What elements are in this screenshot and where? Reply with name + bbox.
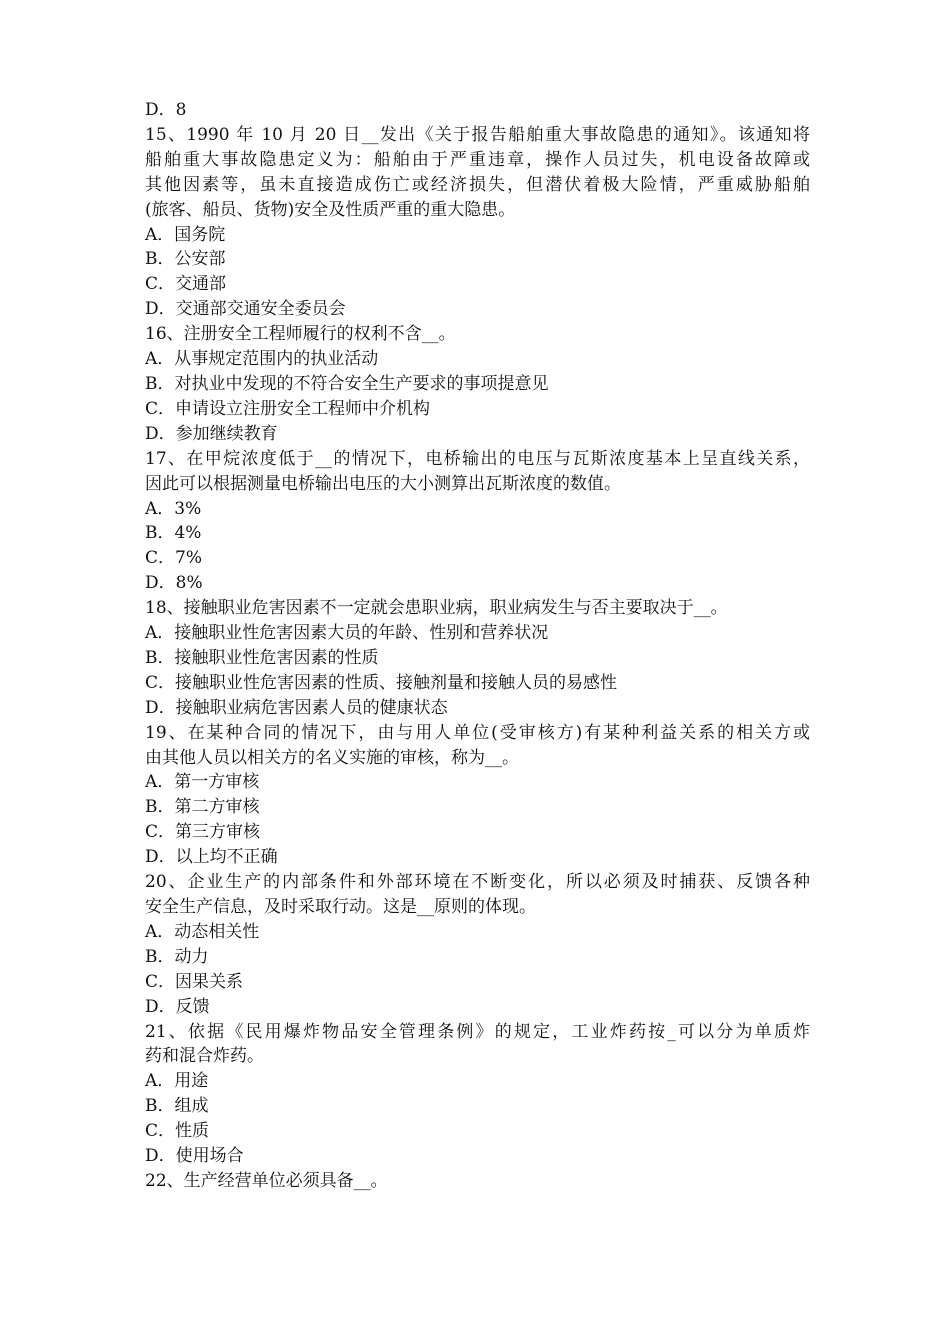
- question-line: 安全生产信息，及时采取行动。这是__原则的体现。: [145, 897, 536, 917]
- question-line: 药和混合炸药。: [145, 1046, 264, 1067]
- question-line: 19、在某种合同的情况下，由与用人单位(受审核方)有某种利益关系的相关方或: [145, 722, 810, 743]
- option-line: D．接触职业病危害因素人员的健康状态: [145, 697, 448, 718]
- option-line: D．以上均不正确: [145, 847, 278, 868]
- option-line: A．3%: [145, 498, 202, 519]
- question-line: 22、生产经营单位必须具备__。: [145, 1170, 388, 1191]
- option-line: A．用途: [145, 1071, 209, 1092]
- option-line: D．反馈: [145, 996, 210, 1017]
- question-line: 16、注册安全工程师履行的权利不含__。: [145, 324, 456, 345]
- option-line: A．接触职业性危害因素大员的年龄、性别和营养状况: [145, 623, 549, 644]
- option-line: A．第一方审核: [145, 772, 260, 793]
- option-line: B．动力: [145, 946, 209, 967]
- option-line: D．参加继续教育: [145, 423, 278, 444]
- question-line: 17、在甲烷浓度低于__的情况下，电桥输出的电压与瓦斯浓度基本上呈直线关系，: [145, 448, 810, 469]
- option-line: D．8%: [145, 573, 203, 594]
- option-line: B．4%: [145, 523, 202, 544]
- option-line: B．组成: [145, 1096, 209, 1117]
- option-line: B．接触职业性危害因素的性质: [145, 647, 379, 668]
- option-line: B．对执业中发现的不符合安全生产要求的事项提意见: [145, 373, 549, 394]
- option-line: C．交通部: [145, 274, 227, 295]
- question-line: 由其他人员以相关方的名义实施的审核，称为__。: [145, 747, 519, 768]
- option-line: C．因果关系: [145, 971, 244, 992]
- document-page: [145, 98, 810, 1194]
- option-line: C．申请设立注册安全工程师中介机构: [145, 398, 431, 419]
- option-line: C．接触职业性危害因素的性质、接触剂量和接触人员的易感性: [145, 672, 618, 693]
- option-line: D．使用场合: [145, 1146, 244, 1167]
- question-line: 因此可以根据测量电桥输出电压的大小测算出瓦斯浓度的数值。: [145, 473, 621, 494]
- option-line: C．第三方审核: [145, 822, 261, 843]
- question-line: 20、企业生产的内部条件和外部环境在不断变化，所以必须及时捕获、反馈各种: [145, 872, 810, 893]
- option-line: C．7%: [145, 548, 202, 569]
- option-line: A．国务院: [145, 224, 226, 245]
- question-line: 18、接触职业危害因素不一定就会患职业病，职业病发生与否主要取决于__。: [145, 598, 728, 619]
- question-line: 21、依据《民用爆炸物品安全管理条例》的规定，工业炸药按_可以分为单质炸: [145, 1021, 810, 1042]
- option-line: A．动态相关性: [145, 921, 260, 942]
- option-line: A．从事规定范围内的执业活动: [145, 349, 379, 370]
- question-line: 15、1990 年 10 月 20 日__发出《关于报告船舶重大事故隐患的通知》。该通知将: [145, 124, 810, 145]
- option-line: B．公安部: [145, 249, 226, 270]
- question-line: (旅客、船员、货物)安全及性质严重的重大隐患。: [145, 199, 516, 220]
- option-line: B．第二方审核: [145, 797, 260, 818]
- question-line: 船舶重大事故隐患定义为：船舶由于严重违章，操作人员过失，机电设备故障或: [145, 149, 810, 170]
- option-line: C．性质: [145, 1121, 210, 1142]
- option-line: D．8: [145, 100, 187, 120]
- option-line: D．交通部交通安全委员会: [145, 299, 346, 320]
- question-line: 其他因素等，虽未直接造成伤亡或经济损失，但潜伏着极大险情，严重威胁船舶: [145, 174, 810, 195]
